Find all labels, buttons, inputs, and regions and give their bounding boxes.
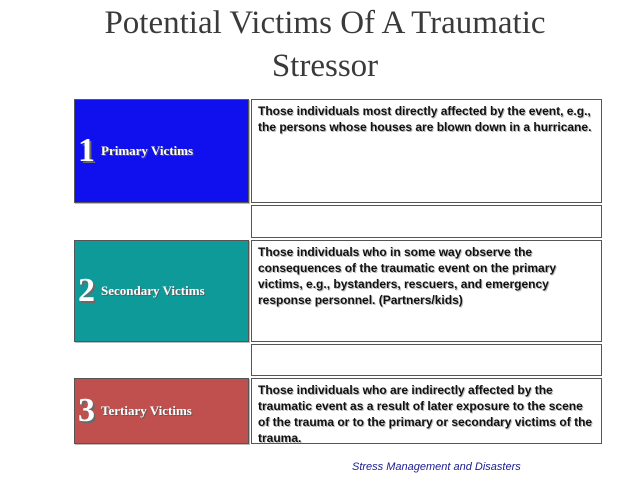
row-description: Those individuals most directly affected by the event, e.g., the persons whose houses are blown down in a hurricane. [258, 104, 592, 134]
row-label: Tertiary Victims [101, 403, 192, 418]
row-number: 2 [78, 272, 95, 309]
row-label: Secondary Victims [101, 283, 205, 298]
row-tertiary-label-box [74, 378, 249, 444]
row-number: 3 [78, 392, 95, 429]
row-spacer [251, 205, 602, 238]
row-spacer [251, 344, 602, 376]
row-tertiary-description-box [251, 378, 602, 444]
footer-caption: Stress Management and Disasters [352, 461, 521, 473]
row-secondary-label-box [74, 240, 249, 342]
row-description: Those individuals who in some way observe the consequences of the traumatic event on the primary victims, e.g., bystanders, rescuers, and emergency response personnel. (Partners/kids) [258, 245, 557, 307]
row-primary-description-box [251, 99, 602, 203]
row-label: Primary Victims [101, 143, 194, 158]
row-number: 1 [78, 132, 95, 169]
row-description: Those individuals who are indirectly affected by the traumatic event as a result of later exposure to the scene of the trauma or to the primary or secondary victims of the trauma. [258, 383, 593, 445]
row-primary-label-box [74, 99, 249, 203]
page-title: Potential Victims Of A Traumatic Stressor [104, 5, 546, 84]
row-secondary-description-box [251, 240, 602, 342]
